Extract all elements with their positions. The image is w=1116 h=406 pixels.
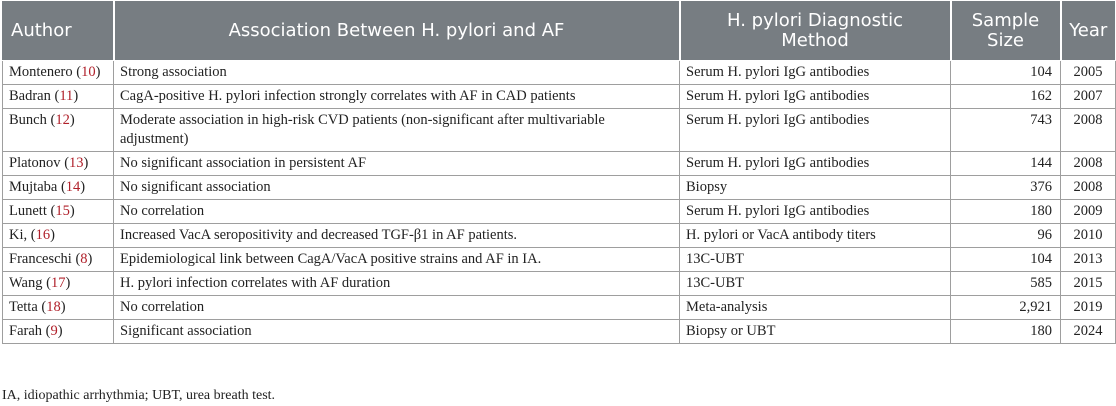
header-year: Year (1061, 1, 1116, 61)
cell-author: Franceschi (8) (3, 248, 114, 272)
author-name: Farah (9, 323, 43, 339)
cell-association: Strong association (114, 61, 680, 85)
header-association: Association Between H. pylori and AF (114, 1, 680, 61)
author-name: Tetta (9, 299, 38, 315)
cell-method: Serum H. pylori IgG antibodies (680, 152, 951, 176)
cell-association: No significant association in persistent AF (114, 152, 680, 176)
table-row (3, 272, 1116, 296)
cell-year: 2013 (1061, 248, 1116, 272)
table-footnote: IA, idiopathic arrhythmia; UBT, urea breath test. (2, 388, 276, 403)
table-row (3, 109, 1116, 152)
table-row (3, 200, 1116, 224)
cell-author: Badran (11) (3, 85, 114, 109)
author-name: Montenero (9, 64, 73, 80)
reference-link[interactable]: 18 (46, 299, 61, 315)
author-name: Mujtaba (9, 179, 58, 195)
cell-author: Farah (9) (3, 320, 114, 344)
cell-association: CagA-positive H. pylori infection strongly correlates with AF in CAD patients (114, 85, 680, 109)
table-row (3, 85, 1116, 109)
header-method (680, 1, 951, 61)
cell-sample-size: 743 (951, 109, 1061, 152)
cell-author: Mujtaba (14) (3, 176, 114, 200)
reference-link[interactable]: 10 (81, 64, 96, 80)
header-row (3, 1, 1116, 61)
cell-association: No correlation (114, 200, 680, 224)
cell-method: Serum H. pylori IgG antibodies (680, 200, 951, 224)
cell-sample-size: 104 (951, 61, 1061, 85)
cell-author: Wang (17) (3, 272, 114, 296)
cell-sample-size: 96 (951, 224, 1061, 248)
cell-sample-size: 585 (951, 272, 1061, 296)
cell-year: 2009 (1061, 200, 1116, 224)
cell-association: Increased VacA seropositivity and decreased TGF-β1 in AF patients. (114, 224, 680, 248)
cell-year: 2008 (1061, 176, 1116, 200)
cell-method: Meta-analysis (680, 296, 951, 320)
cell-author: Tetta (18) (3, 296, 114, 320)
cell-author: Platonov (13) (3, 152, 114, 176)
reference-link[interactable]: 9 (50, 323, 58, 339)
cell-year: 2024 (1061, 320, 1116, 344)
table-row (3, 320, 1116, 344)
cell-year: 2007 (1061, 85, 1116, 109)
cell-year: 2008 (1061, 109, 1116, 152)
table-row (3, 248, 1116, 272)
cell-association: H. pylori infection correlates with AF duration (114, 272, 680, 296)
author-name: Ki, (9, 227, 28, 243)
author-name: Wang (9, 275, 43, 291)
cell-author: Montenero (10) (3, 61, 114, 85)
cell-sample-size: 104 (951, 248, 1061, 272)
reference-link[interactable]: 14 (65, 179, 81, 195)
table-row (3, 296, 1116, 320)
table-header (3, 1, 1116, 61)
cell-year: 2010 (1061, 224, 1116, 248)
cell-author: Bunch (12) (3, 109, 114, 152)
cell-method: Serum H. pylori IgG antibodies (680, 109, 951, 152)
header-author: Author (3, 1, 114, 61)
cell-method: 13C-UBT (680, 248, 951, 272)
cell-association: Epidemiological link between CagA/VacA positive strains and AF in IA. (114, 248, 680, 272)
reference-link[interactable]: 17 (50, 275, 66, 291)
header-method-line1: H. pylori Diagnostic (727, 9, 903, 31)
table-row (3, 176, 1116, 200)
cell-method: Serum H. pylori IgG antibodies (680, 61, 951, 85)
cell-method: Serum H. pylori IgG antibodies (680, 85, 951, 109)
cell-year: 2015 (1061, 272, 1116, 296)
table-row (3, 152, 1116, 176)
reference-link[interactable]: 12 (55, 112, 70, 128)
table-row (3, 61, 1116, 85)
author-name: Bunch (9, 112, 47, 128)
header-sample-size (951, 1, 1061, 61)
reference-link[interactable]: 16 (35, 227, 51, 243)
cell-association: No correlation (114, 296, 680, 320)
header-method-line2: Method (781, 29, 849, 51)
cell-year: 2008 (1061, 152, 1116, 176)
author-name: Lunett (9, 203, 47, 219)
cell-association: Moderate association in high-risk CVD patients (non-significant after multivariable adjustment) (114, 109, 680, 152)
cell-sample-size: 2,921 (951, 296, 1061, 320)
cell-association: Significant association (114, 320, 680, 344)
author-name: Badran (9, 88, 51, 104)
cell-year: 2019 (1061, 296, 1116, 320)
table-body (3, 61, 1116, 344)
cell-sample-size: 180 (951, 320, 1061, 344)
reference-link[interactable]: 13 (69, 155, 84, 171)
table-row (3, 224, 1116, 248)
reference-link[interactable]: 15 (55, 203, 70, 219)
author-name: Franceschi (9, 251, 72, 267)
cell-sample-size: 180 (951, 200, 1061, 224)
header-sample-line2: Size (987, 29, 1024, 51)
cell-sample-size: 144 (951, 152, 1061, 176)
cell-sample-size: 376 (951, 176, 1061, 200)
cell-method: 13C-UBT (680, 272, 951, 296)
cell-association: No significant association (114, 176, 680, 200)
reference-link[interactable]: 11 (59, 88, 74, 104)
studies-table (2, 0, 1116, 344)
cell-author: Lunett (15) (3, 200, 114, 224)
cell-method: Biopsy or UBT (680, 320, 951, 344)
cell-year: 2005 (1061, 61, 1116, 85)
reference-link[interactable]: 8 (80, 251, 88, 267)
author-name: Platonov (9, 155, 61, 171)
cell-method: Biopsy (680, 176, 951, 200)
cell-author: Ki, (16) (3, 224, 114, 248)
cell-sample-size: 162 (951, 85, 1061, 109)
header-sample-line1: Sample (971, 9, 1040, 31)
cell-method: H. pylori or VacA antibody titers (680, 224, 951, 248)
